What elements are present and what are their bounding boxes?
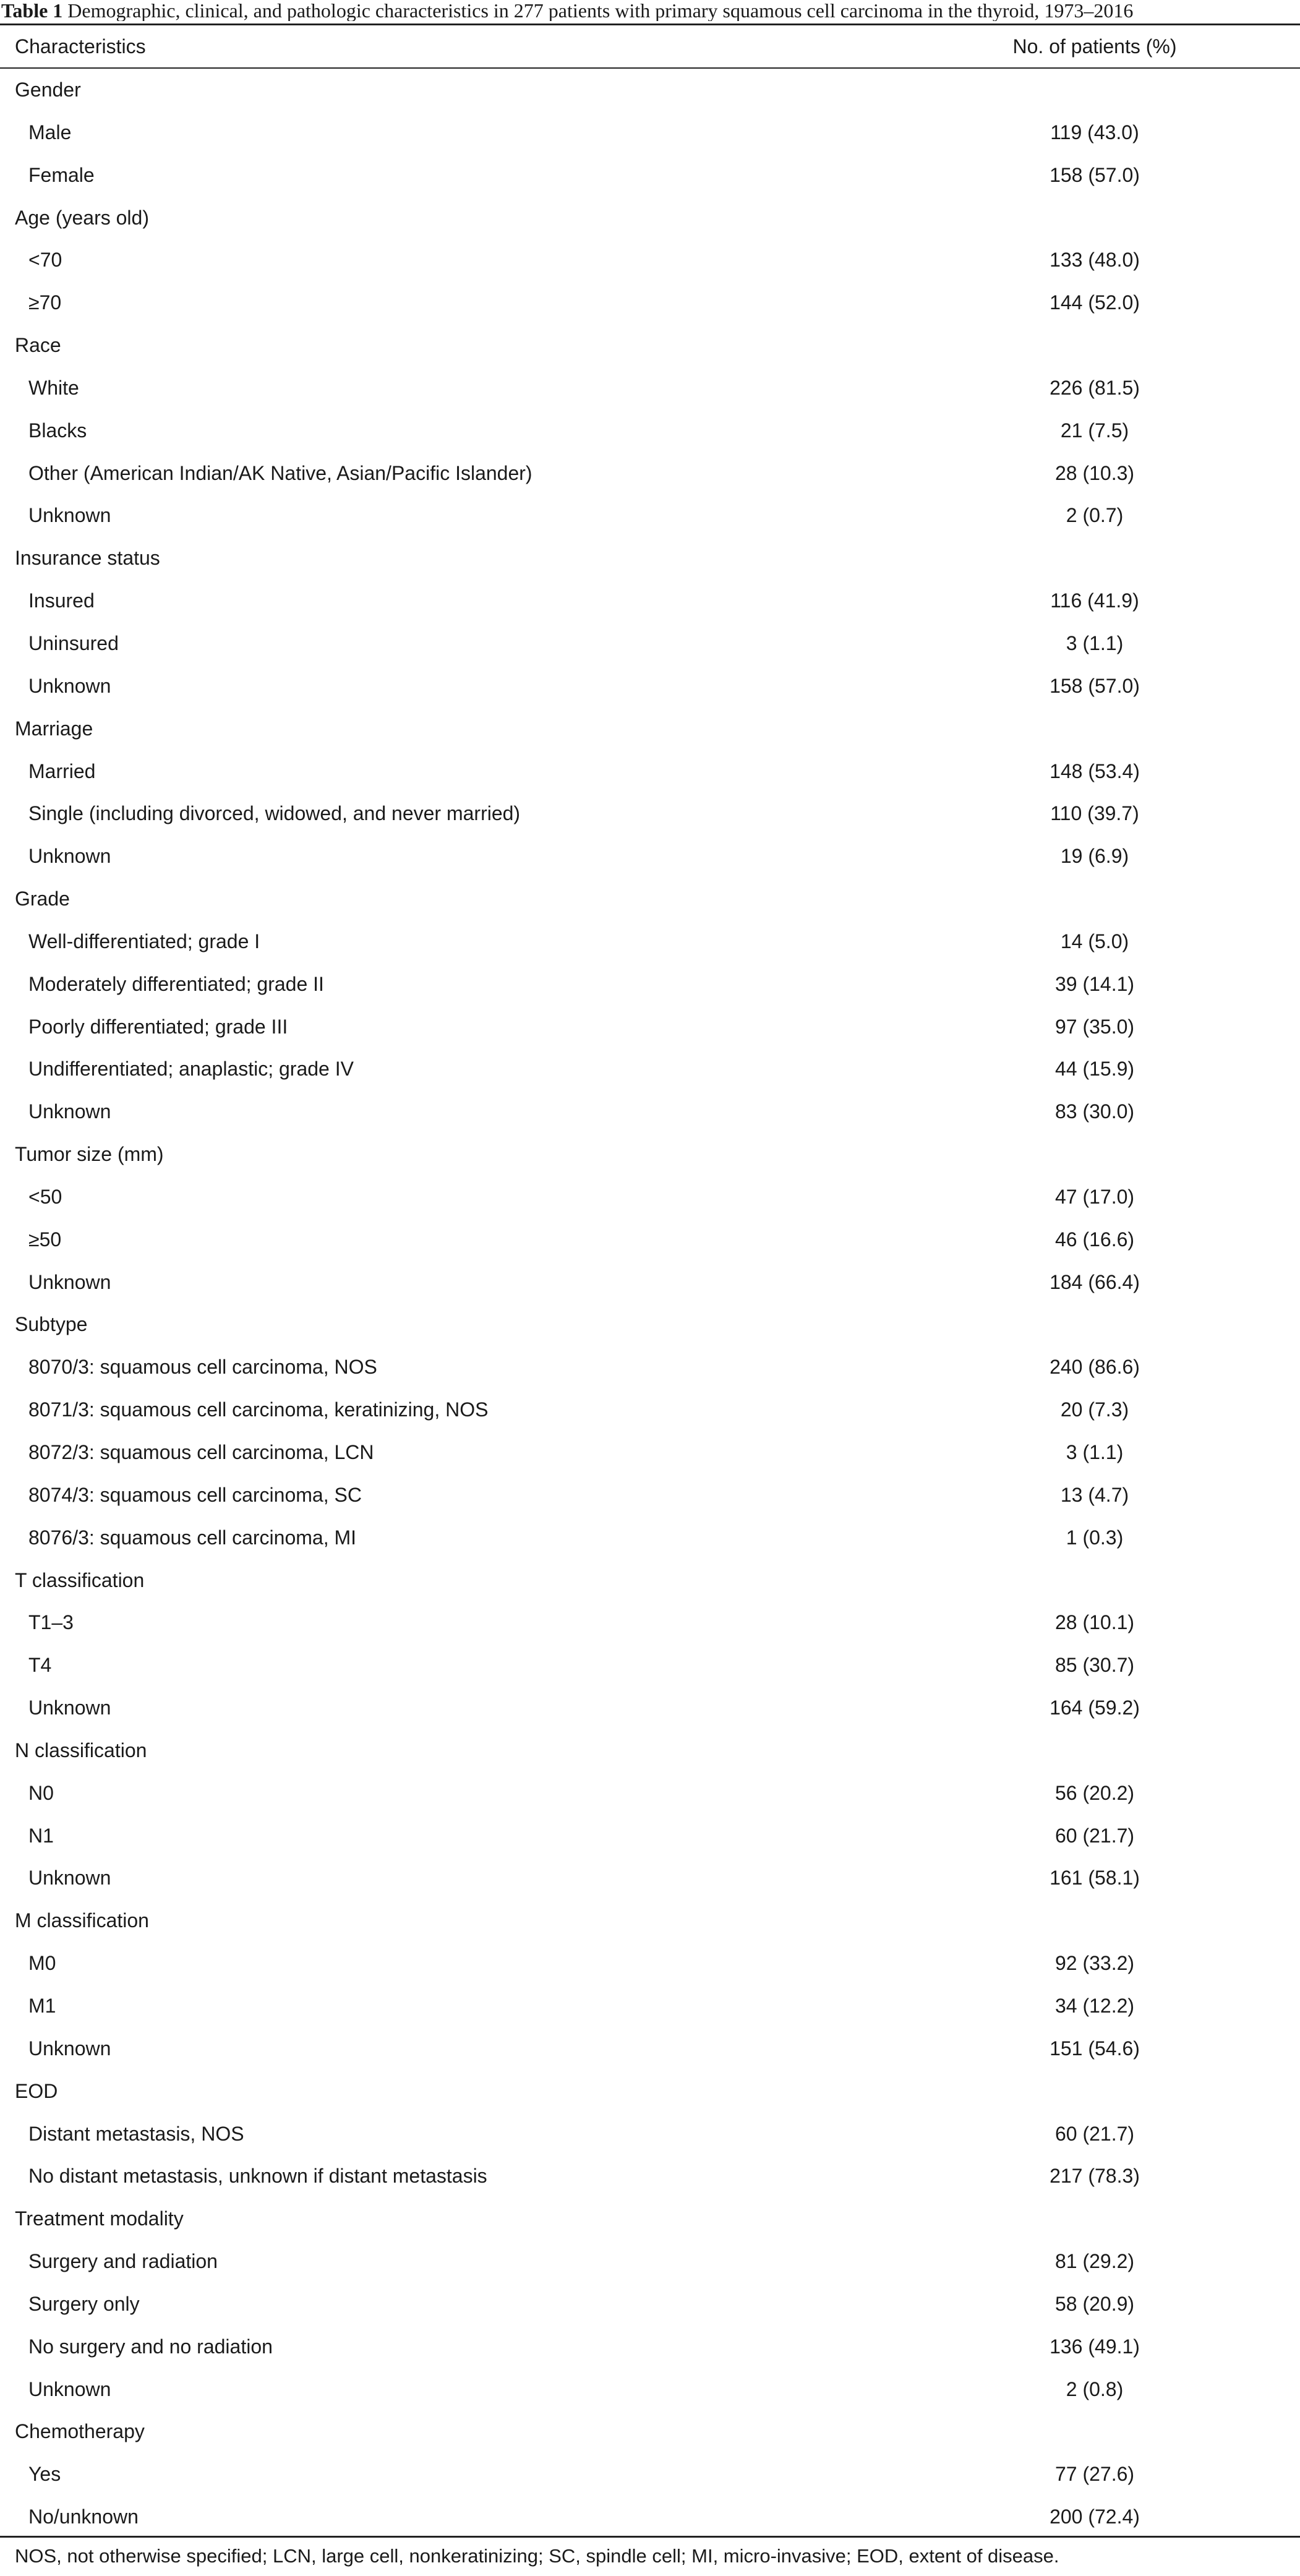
row-value: 60 (21.7) (1054, 2122, 1135, 2145)
table-row (0, 2027, 1300, 2070)
row-label: M0 (28, 1952, 56, 1975)
row-label: Female (28, 163, 95, 186)
table-row (0, 2368, 1300, 2411)
row-value: 217 (78.3) (1050, 2165, 1140, 2188)
row-label: Unknown (28, 845, 111, 868)
row-label: T4 (28, 1654, 52, 1677)
table-body (0, 69, 1300, 2538)
table-row (0, 580, 1300, 622)
group-title: Tumor size (mm) (15, 1143, 164, 1166)
table-row (0, 1687, 1300, 1729)
group-row (0, 537, 1300, 580)
table-row (0, 2453, 1300, 2496)
table-row (0, 1644, 1300, 1687)
table-row (0, 367, 1300, 409)
row-label: 8071/3: squamous cell carcinoma, keratinizing, NOS (28, 1398, 489, 1421)
group-title: Gender (15, 79, 81, 101)
group-title: Subtype (15, 1313, 88, 1336)
header-characteristics: Characteristics (15, 35, 146, 58)
row-label: Poorly differentiated; grade III (28, 1015, 288, 1038)
table-row (0, 239, 1300, 281)
row-value: 148 (53.4) (1050, 760, 1140, 782)
row-value: 119 (43.0) (1050, 121, 1139, 143)
row-label: 8074/3: squamous cell carcinoma, SC (28, 1483, 362, 1506)
group-title: N classification (15, 1739, 147, 1761)
row-value: 81 (29.2) (1054, 2250, 1135, 2273)
row-value: 2 (0.7) (1066, 504, 1124, 527)
table-row (0, 665, 1300, 708)
row-label: ≥70 (28, 291, 62, 314)
group-row (0, 324, 1300, 367)
row-label: No surgery and no radiation (28, 2335, 273, 2358)
row-label: 8070/3: squamous cell carcinoma, NOS (28, 1356, 377, 1379)
row-label: Unknown (28, 2377, 111, 2400)
group-title: Marriage (15, 717, 93, 740)
row-label: Male (28, 121, 72, 143)
table-row (0, 1474, 1300, 1517)
row-value: 240 (86.6) (1050, 1356, 1140, 1379)
row-label: Unknown (28, 1100, 111, 1123)
row-label: Married (28, 760, 96, 782)
row-value: 28 (10.1) (1054, 1611, 1135, 1634)
row-value: 3 (1.1) (1066, 1441, 1124, 1463)
group-title: EOD (15, 2079, 58, 2102)
row-value: 44 (15.9) (1054, 1058, 1135, 1080)
row-value: 110 (39.7) (1050, 802, 1139, 825)
group-row (0, 1729, 1300, 1772)
group-title: T classification (15, 1568, 145, 1591)
table-number: Table 1 (1, 0, 63, 21)
table-row (0, 2283, 1300, 2326)
table-header (0, 25, 1300, 67)
group-title: Chemotherapy (15, 2420, 145, 2443)
row-value: 58 (20.9) (1054, 2292, 1135, 2315)
table-row (0, 2113, 1300, 2155)
row-value: 83 (30.0) (1054, 1100, 1135, 1123)
table-row (0, 1601, 1300, 1644)
table-row (0, 750, 1300, 793)
row-value: 200 (72.4) (1050, 2505, 1140, 2528)
row-value: 133 (48.0) (1050, 249, 1140, 272)
table-row (0, 2155, 1300, 2197)
table-row (0, 1389, 1300, 1431)
table-footnote: NOS, not otherwise specified; LCN, large cell, nonkeratinizing; SC, spindle cell; MI, micro-invasive; EOD, extent of disease. (15, 2545, 1059, 2567)
row-value: 144 (52.0) (1050, 291, 1140, 314)
table-row (0, 2326, 1300, 2368)
row-value: 14 (5.0) (1060, 930, 1129, 952)
table-row (0, 452, 1300, 495)
group-row (0, 1559, 1300, 1602)
row-value: 158 (57.0) (1050, 674, 1140, 697)
row-label: Other (American Indian/AK Native, Asian/Pacific Islander) (28, 461, 532, 484)
row-label: <50 (28, 1185, 62, 1208)
row-value: 3 (1.1) (1066, 631, 1124, 654)
table-caption (0, 0, 1300, 21)
row-value: 161 (58.1) (1050, 1867, 1140, 1889)
row-label: Surgery and radiation (28, 2250, 218, 2273)
group-title: M classification (15, 1909, 149, 1932)
table-row (0, 1176, 1300, 1218)
row-value: 151 (54.6) (1050, 2037, 1140, 2060)
row-label: Unknown (28, 504, 111, 527)
table-row (0, 1772, 1300, 1815)
group-title: Race (15, 334, 61, 357)
row-label: Surgery only (28, 2292, 140, 2315)
table-row (0, 2240, 1300, 2283)
row-label: <70 (28, 249, 62, 272)
table-row (0, 494, 1300, 537)
row-label: ≥50 (28, 1228, 62, 1251)
row-label: Unknown (28, 2037, 111, 2060)
table-row (0, 111, 1300, 154)
group-row (0, 69, 1300, 111)
row-value: 56 (20.2) (1054, 1781, 1135, 1804)
table-row (0, 1090, 1300, 1133)
row-value: 13 (4.7) (1060, 1483, 1129, 1506)
row-value: 184 (66.4) (1050, 1270, 1140, 1293)
group-row (0, 2410, 1300, 2453)
table-row (0, 1218, 1300, 1261)
row-label: Unknown (28, 1697, 111, 1719)
row-label: Moderately differentiated; grade II (28, 972, 324, 995)
table-row (0, 920, 1300, 963)
group-row (0, 2070, 1300, 2113)
row-value: 28 (10.3) (1054, 461, 1135, 484)
table-row (0, 1048, 1300, 1090)
row-value: 77 (27.6) (1054, 2463, 1135, 2486)
group-row (0, 1899, 1300, 1942)
row-value: 164 (59.2) (1050, 1697, 1140, 1719)
row-value: 34 (12.2) (1054, 1994, 1135, 2017)
row-label: Yes (28, 2463, 61, 2486)
table-row (0, 1517, 1300, 1559)
row-label: No distant metastasis, unknown if distant metastasis (28, 2165, 487, 2188)
row-value: 39 (14.1) (1054, 972, 1135, 995)
row-label: Uninsured (28, 631, 119, 654)
table-row (0, 1985, 1300, 2027)
table-row (0, 1261, 1300, 1304)
table-row (0, 1346, 1300, 1389)
row-value: 226 (81.5) (1050, 376, 1140, 399)
row-value: 97 (35.0) (1054, 1015, 1135, 1038)
row-label: Well-differentiated; grade I (28, 930, 260, 952)
row-label: N1 (28, 1824, 54, 1847)
row-value: 1 (0.3) (1066, 1526, 1124, 1549)
row-value: 21 (7.5) (1060, 419, 1129, 442)
row-value: 158 (57.0) (1050, 163, 1140, 186)
row-label: 8076/3: squamous cell carcinoma, MI (28, 1526, 357, 1549)
row-label: Single (including divorced, widowed, and never married) (28, 802, 521, 825)
row-value: 92 (33.2) (1054, 1952, 1135, 1975)
group-row (0, 878, 1300, 920)
table-row (0, 154, 1300, 197)
row-label: Unknown (28, 1270, 111, 1293)
bottom-rule (0, 2536, 1300, 2538)
group-row (0, 1133, 1300, 1176)
group-row (0, 708, 1300, 750)
table-row (0, 1942, 1300, 1985)
table-row (0, 2496, 1300, 2538)
table-row (0, 622, 1300, 665)
table-title: Demographic, clinical, and pathologic characteristics in 277 patients with primary squamous cell carcinoma in the thyroid, 1973–2016 (67, 0, 1134, 21)
table-row (0, 835, 1300, 878)
table-row (0, 281, 1300, 324)
group-row (0, 197, 1300, 239)
row-value: 2 (0.8) (1066, 2377, 1124, 2400)
row-label: No/unknown (28, 2505, 139, 2528)
row-label: M1 (28, 1994, 56, 2017)
row-value: 46 (16.6) (1054, 1228, 1135, 1251)
table-row (0, 1006, 1300, 1048)
row-value: 60 (21.7) (1054, 1824, 1135, 1847)
table-row (0, 1857, 1300, 1899)
table-row (0, 1431, 1300, 1474)
row-value: 19 (6.9) (1060, 845, 1129, 868)
row-label: Distant metastasis, NOS (28, 2122, 244, 2145)
table-row (0, 1815, 1300, 1857)
row-value: 85 (30.7) (1054, 1654, 1135, 1677)
group-title: Insurance status (15, 547, 160, 570)
group-title: Grade (15, 888, 70, 910)
row-label: Undifferentiated; anaplastic; grade IV (28, 1058, 354, 1080)
group-row (0, 1303, 1300, 1346)
row-label: Unknown (28, 674, 111, 697)
row-label: N0 (28, 1781, 54, 1804)
group-title: Age (years old) (15, 206, 149, 229)
table-row (0, 792, 1300, 835)
row-label: T1–3 (28, 1611, 74, 1634)
row-value: 136 (49.1) (1050, 2335, 1140, 2358)
row-value: 47 (17.0) (1054, 1185, 1135, 1208)
row-label: Unknown (28, 1867, 111, 1889)
row-label: Insured (28, 589, 95, 612)
row-value: 116 (41.9) (1050, 589, 1139, 612)
row-value: 20 (7.3) (1060, 1398, 1129, 1421)
table-row (0, 409, 1300, 452)
group-row (0, 2197, 1300, 2240)
group-title: Treatment modality (15, 2207, 184, 2230)
table-row (0, 963, 1300, 1006)
row-label: 8072/3: squamous cell carcinoma, LCN (28, 1441, 374, 1463)
row-label: White (28, 376, 79, 399)
row-label: Blacks (28, 419, 87, 442)
header-patients: No. of patients (%) (1012, 35, 1177, 58)
